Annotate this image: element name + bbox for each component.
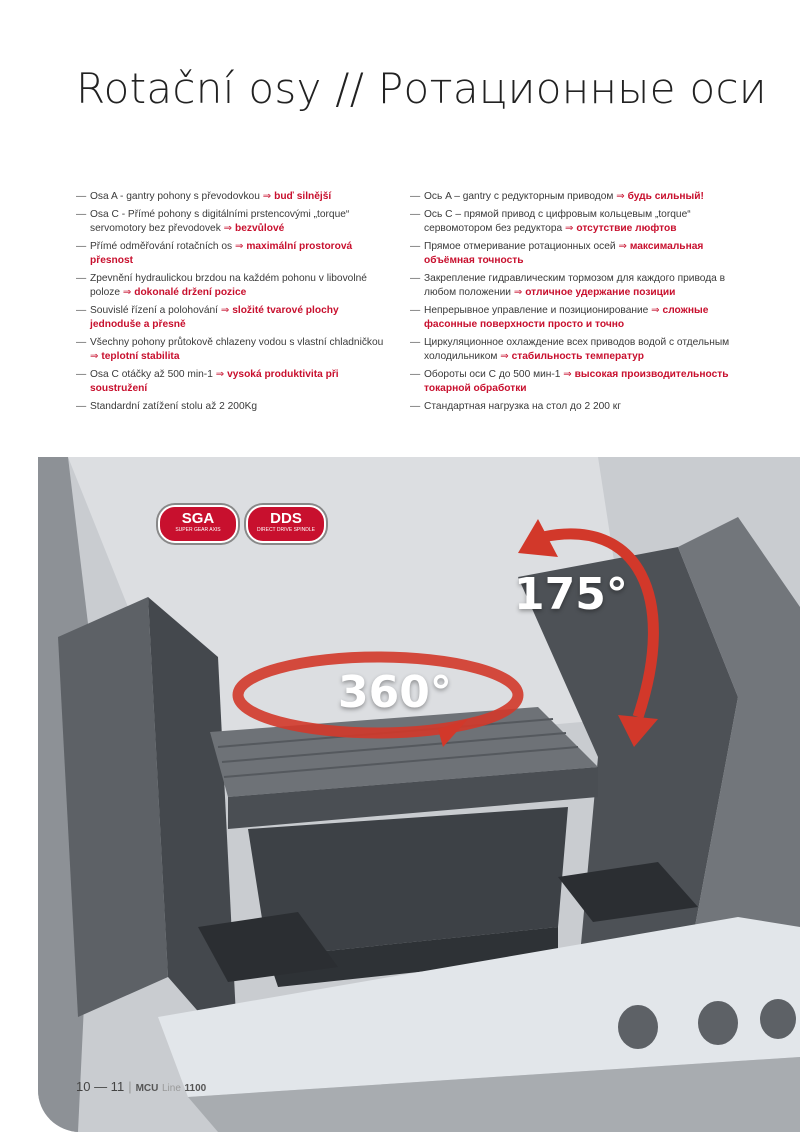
arrow-icon: ⇒ [234, 241, 247, 252]
arrow-icon: ⇒ [616, 191, 628, 202]
feature-text: Стандартная нагрузка на стол до 2 200 кг [424, 401, 621, 412]
feature-text: Osa A - gantry pohony s převodovkou [90, 191, 263, 202]
machine-photo [38, 457, 800, 1132]
bullet-dash: — [76, 401, 87, 412]
feature-highlight: složité tvarové plochy jednoduše a přesně [90, 305, 339, 330]
feature-text: Osa C otáčky až 500 min-1 [90, 369, 216, 380]
feature-list-cz [76, 190, 386, 418]
sga-badge [158, 505, 238, 543]
sga-badge-label: SGA [181, 510, 215, 527]
arrow-icon: ⇒ [500, 351, 512, 362]
bullet-dash: — [76, 191, 87, 202]
feature-text: Přímé odměřování rotačních os [90, 241, 235, 252]
footer-model: 1100 [184, 1083, 207, 1094]
feature-text: Souvislé řízení a polohování [90, 305, 221, 316]
feature-text: Закрепление гидравлическим тормозом для каждого привода в любом положении [424, 273, 726, 298]
footer-brand: MCU [135, 1083, 159, 1094]
feature-item [410, 400, 730, 414]
feature-item [410, 368, 730, 396]
feature-highlight: будь сильный! [627, 191, 704, 202]
bullet-dash: — [76, 273, 87, 284]
bullet-dash: — [410, 369, 421, 380]
bullet-dash: — [76, 241, 87, 252]
bullet-dash: — [76, 369, 87, 380]
feature-item [76, 190, 386, 204]
bullet-dash: — [410, 401, 421, 412]
bullet-dash: — [76, 209, 87, 220]
feature-item [76, 240, 386, 268]
feature-text: Обороты оси C до 500 мин-1 [424, 369, 564, 380]
feature-highlight: высокая производительность токарной обработки [424, 369, 729, 394]
arrow-icon: ⇒ [262, 191, 275, 202]
dds-badge [246, 505, 326, 543]
feature-highlight: teplotní stabilita [101, 351, 180, 362]
page-title: Rotační osy // Ротационные оси [76, 64, 767, 113]
arrow-icon: ⇒ [90, 351, 102, 362]
feature-item [410, 190, 730, 204]
feature-item [76, 272, 386, 300]
feature-item [410, 208, 730, 236]
arrow-icon: ⇒ [223, 223, 236, 234]
feature-item [410, 240, 730, 268]
arrow-icon: ⇒ [651, 305, 663, 316]
feature-highlight: maximální prostorová přesnost [90, 241, 353, 266]
rotate-angle-label: 360° [338, 667, 452, 718]
bullet-dash: — [76, 337, 87, 348]
feature-item [76, 400, 386, 414]
footer-line: Line [161, 1083, 181, 1094]
arrow-icon: ⇒ [215, 369, 228, 380]
arrow-icon: ⇒ [563, 369, 575, 380]
bullet-dash: — [410, 209, 421, 220]
feature-highlight: vysoká produktivita při soustružení [90, 369, 339, 394]
feature-item [76, 304, 386, 332]
page-numbers: 10 — 11 [76, 1079, 125, 1094]
feature-item [410, 272, 730, 300]
feature-text: Прямое отмеривание ротационных осей [424, 241, 619, 252]
feature-text: Непрерывное управление и позиционирование [424, 305, 652, 316]
feature-text: Ось C – прямой привод с цифровым кольцевым „torque“ сервомотором без редуктора [424, 209, 691, 234]
feature-highlight: максимальная объёмная точность [424, 241, 704, 266]
sga-badge-sub: SUPER GEAR AXIS [175, 527, 221, 533]
bullet-dash: — [410, 305, 421, 316]
feature-list-ru [410, 190, 730, 418]
arrow-icon: ⇒ [513, 287, 526, 298]
feature-text: Osa C - Přímé pohony s digitálními prstencovými „torque“ servomotory bez převodovek [90, 209, 350, 234]
feature-highlight: сложные фасонные поверхности просто и точно [424, 305, 709, 330]
feature-item [76, 368, 386, 396]
bullet-dash: — [76, 305, 87, 316]
bullet-dash: — [410, 241, 421, 252]
feature-item [76, 208, 386, 236]
bullet-dash: — [410, 337, 421, 348]
tilt-angle-label: 175° [514, 569, 628, 620]
arrow-icon: ⇒ [122, 287, 135, 298]
feature-text: Ось A – gantry с редукторным приводом [424, 191, 617, 202]
bullet-dash: — [410, 273, 421, 284]
feature-item [410, 304, 730, 332]
feature-text: Циркуляционное охлаждение всех приводов водой с отдельным холодильником [424, 337, 730, 362]
feature-highlight: bezvůlové [235, 223, 285, 234]
feature-item [76, 336, 386, 364]
feature-highlight: стабильность температур [511, 351, 644, 362]
feature-highlight: buď silnější [274, 191, 332, 202]
arrow-icon: ⇒ [564, 223, 577, 234]
bullet-dash: — [410, 191, 421, 202]
feature-text: Zpevnění hydraulickou brzdou na každém pohonu v libovolné poloze [90, 273, 367, 298]
dds-badge-label: DDS [270, 510, 302, 527]
feature-highlight: dokonalé držení pozice [134, 287, 247, 298]
dds-badge-sub: DIRECT DRIVE SPINDLE [257, 527, 315, 533]
feature-highlight: отсутствие люфтов [576, 223, 677, 234]
arrow-icon: ⇒ [220, 305, 233, 316]
feature-highlight: отличное удержание позиции [525, 287, 676, 298]
arrow-icon: ⇒ [618, 241, 630, 252]
page-footer: 10 — 11 | MCU Line 1100 [76, 1079, 207, 1094]
feature-item [410, 336, 730, 364]
feature-text: Standardní zatížení stolu až 2 200Kg [90, 401, 258, 412]
feature-text: Všechny pohony průtokově chlazeny vodou s vlastní chladničkou [90, 337, 384, 348]
